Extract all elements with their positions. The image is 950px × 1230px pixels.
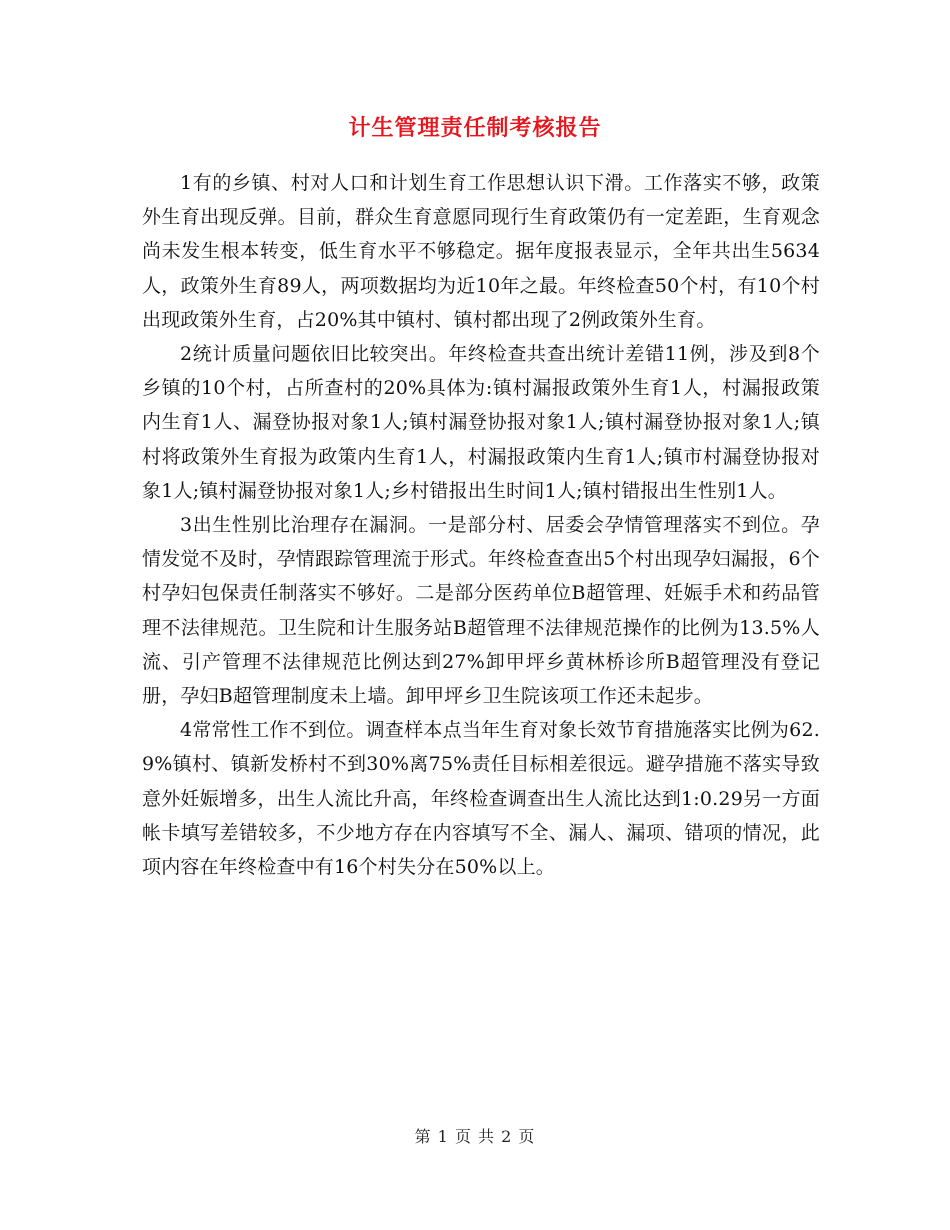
paragraph-2: 2统计质量问题依旧比较突出。年终检查共查出统计差错11例，涉及到8个乡镇的10个村，占所查村的20%具体为:镇村漏报政策外生育1人，村漏报政策内生育1人、漏登协报对象1人;镇村漏登协报对象1人;镇村漏登协报对象1人;镇村将政策外生育报为政策内生育1人，村漏报政策内生育1人;镇市村漏登协报对象1人;镇村漏登协报对象1人;乡村错报出生时间1人;镇村错报出生性别1人。	[142, 343, 820, 502]
paragraph-1: 1有的乡镇、村对人口和计划生育工作思想认识下滑。工作落实不够，政策外生育出现反弹。目前，群众生育意愿同现行生育政策仍有一定差距，生育观念尚未发生根本转变，低生育水平不够稳定。据年度报表显示，全年共出生5634人，政策外生育89人，两项数据均为近10年之最。年终检查50个村，有10个村出现政策外生育，占20%其中镇村、镇村都出现了2例政策外生育。	[142, 172, 820, 331]
paragraph-4: 4常常性工作不到位。调查样本点当年生育对象长效节育措施落实比例为62.9%镇村、镇新发桥村不到30%离75%责任目标相差很远。避孕措施不落实导致意外妊娠增多，出生人流比升高，年终检查调查出生人流比达到1:0.29另一方面帐卡填写差错较多，不少地方存在内容填写不全、漏人、漏项、错项的情况，此项内容在年终检查中有16个村失分在50%以上。	[142, 719, 820, 879]
paragraph-3: 3出生性别比治理存在漏洞。一是部分村、居委会孕情管理落实不到位。孕情发觉不及时，孕情跟踪管理流于形式。年终检查查出5个村出现孕妇漏报，6个村孕妇包保责任制落实不够好。二是部分医药单位B超管理、妊娠手术和药品管理不法律规范。卫生院和计生服务站B超管理不法律规范操作的比例为13.5%人流、引产管理不法律规范比例达到27%卸甲坪乡黄林桥诊所B超管理没有登记册，孕妇B超管理制度未上墙。卸甲坪乡卫生院该项工作还未起步。	[142, 514, 820, 708]
page-footer: 第 1 页 共 2 页	[414, 1127, 536, 1146]
document-body	[142, 166, 820, 884]
document-title: 计生管理责任制考核报告	[348, 115, 602, 141]
